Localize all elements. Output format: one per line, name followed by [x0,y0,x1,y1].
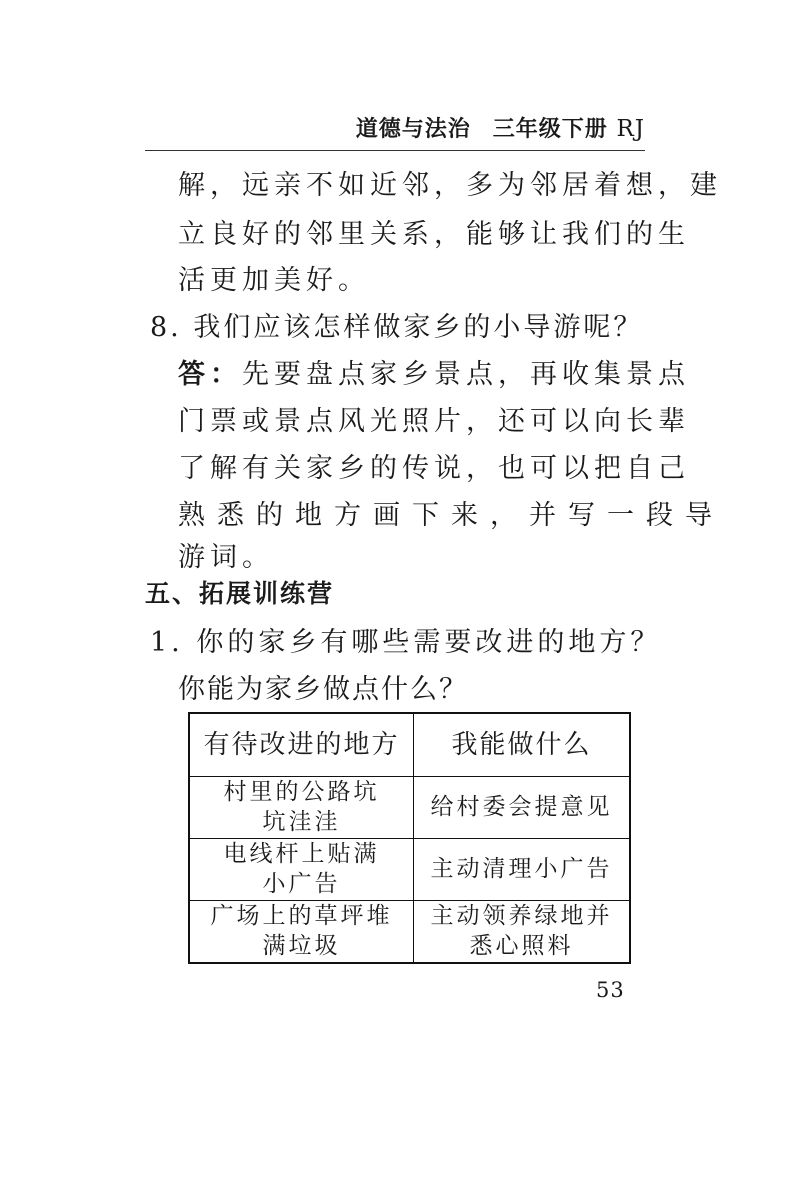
cell-line: 悉心照料 [469,933,574,960]
improvement-table [188,712,631,964]
continuation-line: 立良好的邻里关系，能够让我们的生 [178,219,690,250]
answer-8-line: 门票或景点风光照片，还可以向长辈 [178,406,690,437]
table-cell-action [414,777,631,839]
section-title: 五、拓展训练营 [145,579,335,608]
table-header-row [189,713,630,777]
table-header-cell: 我能做什么 [414,713,631,777]
answer-8-line: 熟悉的地方画下来，并写一段导 [178,500,724,531]
table-row [189,838,630,900]
question-8: 8. 我们应该怎样做家乡的小导游呢？ [150,312,644,343]
header-subject: 道德与法治 [355,117,471,142]
cell-line: 坑洼洼 [262,809,341,836]
header-grade: 三年级下册 [492,117,608,142]
table-cell-action [414,900,631,963]
cell-line: 广场上的草坪堆 [210,903,393,930]
answer-label: 答： [178,359,242,390]
table-cell-problem [189,838,414,900]
cell-line: 给村委会提意见 [430,794,613,821]
table-row [189,900,630,963]
cell-line: 电线杆上贴满 [223,841,380,868]
table-row [189,777,630,839]
cell-line: 小广告 [262,871,341,898]
table-cell-problem [189,777,414,839]
continuation-line: 解，远亲不如近邻，多为邻居着想，建 [178,170,722,201]
table-header-cell: 有待改进的地方 [189,713,414,777]
cell-line: 村里的公路坑 [223,779,380,806]
answer-8-text: 先要盘点家乡景点，再收集景点 [242,359,690,390]
question-1-line: 你能为家乡做点什么？ [178,674,468,705]
header-edition: RJ [616,116,645,142]
table-cell-problem [189,900,414,963]
answer-8-line: 游词。 [178,542,274,573]
cell-line: 满垃圾 [262,933,341,960]
answer-8-line [178,352,690,391]
header-rule [145,150,645,151]
cell-line: 主动领养绿地并 [430,903,613,930]
page-number: 53 [596,978,625,1002]
continuation-line: 活更加美好。 [178,265,370,296]
question-1-line: 1. 你的家乡有哪些需要改进的地方？ [150,627,662,658]
page-header [145,112,645,143]
table-cell-action [414,838,631,900]
answer-8-line: 了解有关家乡的传说，也可以把自己 [178,453,690,484]
cell-line: 主动清理小广告 [430,856,613,883]
